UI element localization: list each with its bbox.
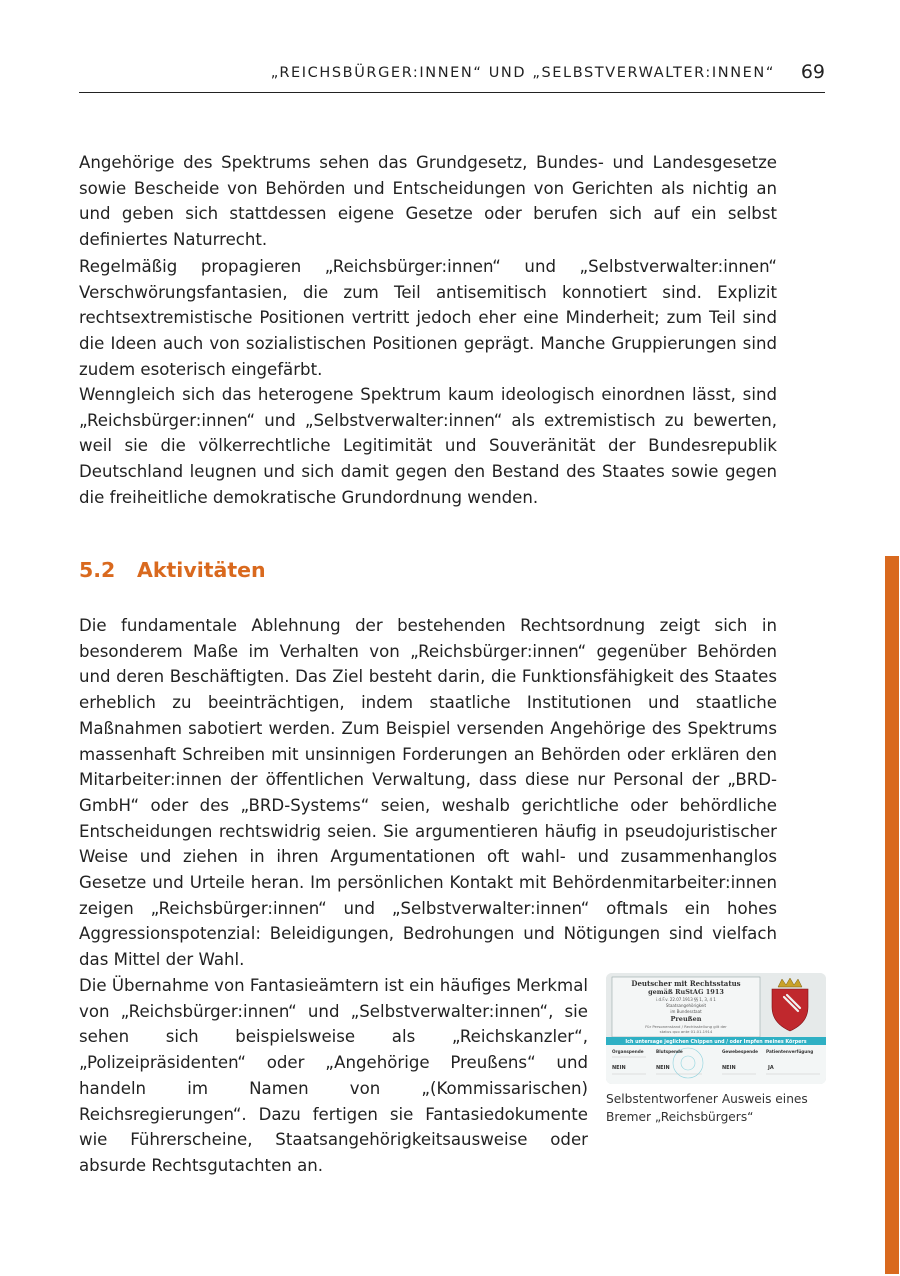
card-line-4: Staatsangehörigkeit: [665, 1003, 707, 1008]
col2-title: Blutspende: [656, 1049, 683, 1054]
card-line-7: Für Personenstand / Rechtsstellung gilt der: [645, 1024, 727, 1029]
paragraph-2: Regelmäßig propagieren „Reichsbürger:innen“ und „Selbstverwalter:innen“ Verschwörungsfantasien, die zum Teil antisemitisch konnotiert sind. Explizit rechtsextremistische Positionen vertritt jedoch eher eine Minderheit; zum Teil sind die Ideen auch von sozialistischen Positionen geprägt. Manche Gruppierungen sind zudem esoterisch eingefärbt.: [79, 257, 777, 379]
col3-title: Gewebespende: [722, 1049, 758, 1054]
card-line-1: Deutscher mit Rechtsstatus: [631, 979, 741, 988]
card-line-5: im Bundesstaat: [670, 1009, 702, 1014]
col4-value: JA: [768, 1065, 774, 1071]
col4-title: Patientenverfügung: [766, 1049, 814, 1054]
figure-caption: Selbstentworfener Ausweis eines Bremer „Reichsbürgers“: [606, 1092, 808, 1124]
running-header: [79, 56, 825, 93]
card-line-2: gemäß RuStAG 1913: [648, 988, 724, 996]
paragraph-3: Wenngleich sich das heterogene Spektrum kaum ideologisch einordnen lässt, sind „Reichsbürger:innen“ und „Selbstverwalter:innen“ als extremistisch zu bewerten, weil sie die völkerrechtliche Legitimität und Souveränität der Bundesrepublik Deutschland leugnen und sich damit gegen den Bestand des Staates sowie gegen die freiheitliche demokratische Grundordnung wenden.: [79, 385, 777, 507]
running-header-title: „REICHSBÜRGER:INNEN“ UND „SELBSTVERWALTER:INNEN“: [270, 65, 775, 81]
card-line-3: i.d.F.v. 22.07.1913 §§ 1, 3, 4 1: [656, 997, 716, 1002]
chapter-tab-bar: [885, 556, 899, 1274]
paragraph-1: Angehörige des Spektrums sehen das Grundgesetz, Bundes- und Landesgesetze sowie Bescheide von Behörden und Entscheidungen von Gerichten als nichtig an und geben sich stattdessen eigene Gesetze oder berufen sich auf ein selbst definiertes Naturrecht.: [79, 153, 777, 250]
card-line-8: status quo ante 01.01.1914: [659, 1029, 713, 1034]
paragraph-5: Die Übernahme von Fantasieämtern ist ein häufiges Merkmal von „Reichsbürger:innen“ und „Selbstverwalter:innen“, sie sehen sich beispielsweise als „Reichskanzler“, „Polizeipräsidenten“ oder „Angehörige Preußens“ und handeln im Namen von „(Kommissarischen) Reichsregierungen“. Dazu fertigen sie Fantasiedokumente wie Führerscheine, Staatsangehörigkeitsausweise oder absurde Rechtsgutachten an.: [79, 976, 588, 1175]
id-card-image: [606, 973, 826, 1084]
paragraph-4: Die fundamentale Ablehnung der bestehenden Rechtsordnung zeigt sich in besonderem Maße im Verhalten von „Reichsbürger:innen“ gegenüber Behörden und deren Beschäftigten. Das Ziel besteht darin, die Funktionsfähigkeit des Staates erheblich zu beeinträchtigen, indem staatliche Institutionen und staatliche Maßnahmen sabotiert werden. Zum Beispiel versenden Angehörige des Spektrums massenhaft Schreiben mit unsinnigen Forderungen an Behörden oder erklären den Mitarbeiter:innen der öffentlichen Verwaltung, dass diese nur Personal der „BRD-GmbH“ oder des „BRD-Systems“ seien, weshalb gerichtliche oder behördliche Entscheidungen rechtswidrig seien. Sie argumentieren häufig in pseudojuristischer Weise und ziehen in ihren Argumentationen oft wahl- und zusammenhanglos Gesetze und Urteile heran. Im persönlichen Kontakt mit Behördenmitarbeiter:innen zeigen „Reichsbürger:innen“ und „Selbstverwalter:innen“ oftmals ein hohes Aggressionspotenzial: Beleidigungen, Bedrohungen und Nötigungen sind vielfach das Mittel der Wahl.: [79, 616, 777, 970]
page-number: 69: [800, 61, 825, 83]
col3-value: NEIN: [722, 1065, 736, 1071]
card-strip-text: Ich untersage jeglichen Chippen und / oder Impfen meines Körpers: [625, 1040, 807, 1045]
section-heading: [79, 558, 266, 582]
col1-value: NEIN: [612, 1065, 626, 1071]
card-line-6: Preußen: [670, 1015, 702, 1023]
col1-title: Organspende: [612, 1049, 644, 1054]
section-title: Aktivitäten: [137, 558, 266, 582]
section-number: 5.2: [79, 558, 116, 582]
col2-value: NEIN: [656, 1065, 670, 1071]
id-card-photo: [606, 973, 826, 1084]
